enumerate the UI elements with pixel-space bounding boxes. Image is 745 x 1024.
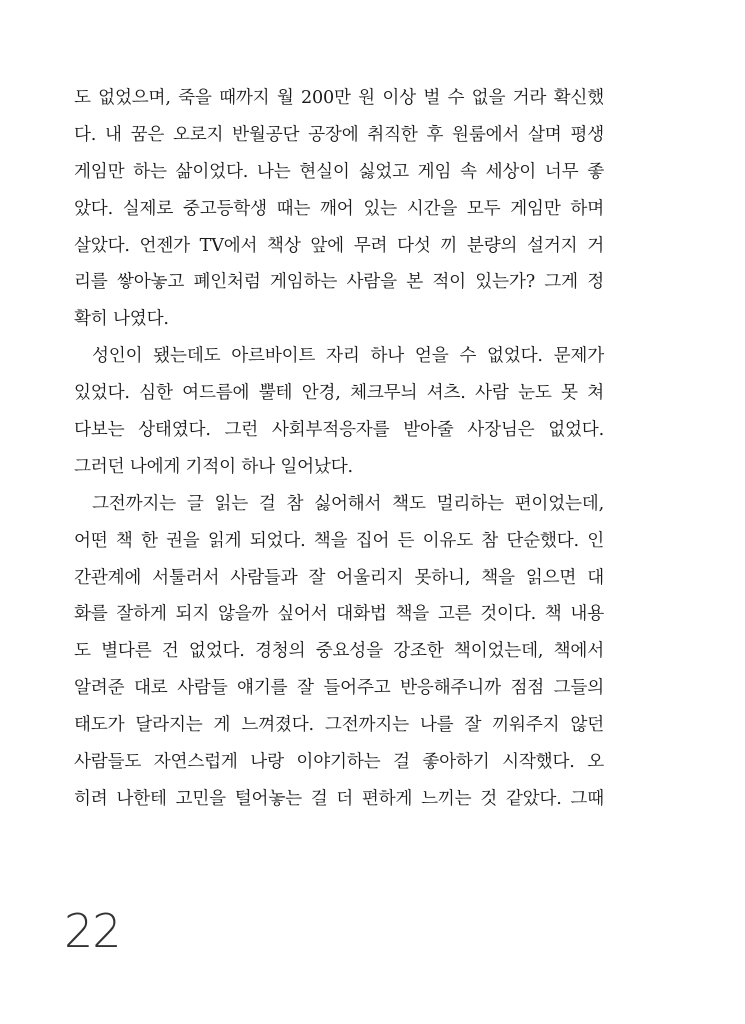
text-line: 그전까지는 글 읽는 걸 참 싫어해서 책도 멀리하는 편이었는데,	[92, 493, 604, 514]
text-line: 화를 잘하게 되지 않을까 싶어서 대화법 책을 고른 것이다. 책 내용	[74, 604, 604, 625]
text-line: 다보는 상태였다. 그런 사회부적응자를 받아줄 사장님은 없었다.	[74, 420, 604, 441]
text-line: 성인이 됐는데도 아르바이트 자리 하나 얻을 수 없었다. 문제가	[92, 346, 604, 367]
text-line: 다. 내 꿈은 오로지 반월공단 공장에 취직한 후 원룸에서 살며 평생	[74, 124, 604, 145]
text-line: 알려준 대로 사람들 얘기를 잘 들어주고 반응해주니까 점점 그들의	[74, 678, 604, 699]
text-line: 있었다. 심한 여드름에 뿔테 안경, 체크무늬 셔츠. 사람 눈도 못 쳐	[74, 383, 604, 404]
text-line: 도 없었으며, 죽을 때까지 월 200만 원 이상 벌 수 없을 거라 확신했	[74, 88, 604, 108]
text-line: 사람들도 자연스럽게 나랑 이야기하는 걸 좋아하기 시작했다. 오	[74, 752, 604, 773]
text-line: 확히 나였다.	[74, 309, 169, 330]
text-line: 리를 쌓아놓고 폐인처럼 게임하는 사람을 본 적이 있는가? 그게 정	[74, 272, 604, 293]
text-line: 어떤 책 한 권을 읽게 되었다. 책을 집어 든 이유도 참 단순했다. 인	[74, 530, 604, 551]
text-line: 살았다. 언젠가 TV에서 책상 앞에 무려 다섯 끼 분량의 설거지 거	[74, 235, 604, 256]
text-line: 간관계에 서툴러서 사람들과 잘 어울리지 못하니, 책을 읽으면 대	[74, 567, 604, 588]
body-text	[74, 80, 604, 818]
text-line: 히려 나한테 고민을 털어놓는 걸 더 편하게 느끼는 것 같았다. 그때	[74, 788, 604, 809]
text-line: 그러던 나에게 기적이 하나 일어났다.	[74, 456, 353, 477]
text-line: 았다. 실제로 중고등학생 때는 깨어 있는 시간을 모두 게임만 하며	[74, 198, 604, 219]
text-line: 도 별다른 건 없었다. 경청의 중요성을 강조한 책이었는데, 책에서	[74, 641, 604, 662]
page-number: 22	[64, 904, 121, 958]
text-line: 게임만 하는 삶이었다. 나는 현실이 싫었고 게임 속 세상이 너무 좋	[74, 161, 604, 182]
text-line: 태도가 달라지는 게 느껴졌다. 그전까지는 나를 잘 끼워주지 않던	[74, 715, 604, 736]
